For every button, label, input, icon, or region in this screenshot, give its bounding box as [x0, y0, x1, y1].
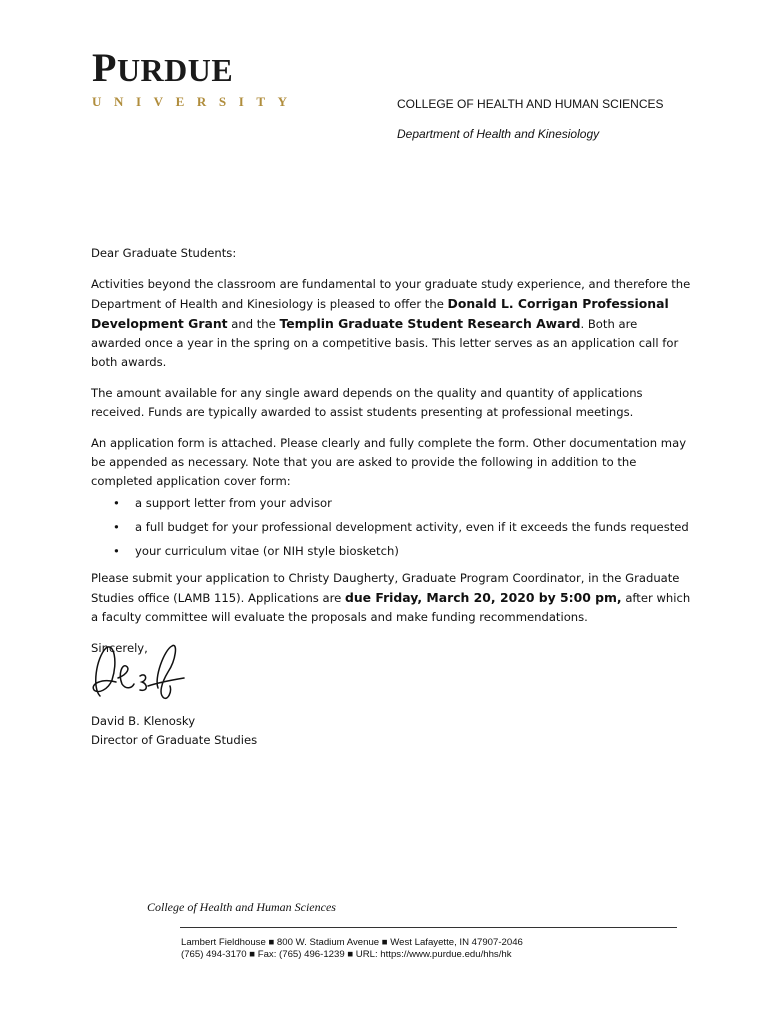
intro-text-c: . Both are awarded once a year in the spring on a competitive basis. This letter serves as an application call for both awards.	[91, 317, 679, 369]
closing: Sincerely,	[91, 641, 148, 655]
award-templin: Templin Graduate Student Research Award	[279, 316, 581, 331]
paragraph-application: An application form is attached. Please clearly and fully complete the form. Other documentation may be appended as necessary. Note that you are asked to provide the following in addition to the completed application cover form:	[91, 436, 687, 488]
list-item	[91, 542, 691, 566]
list-item	[91, 494, 691, 518]
footer-college: College of Health and Human Sciences	[147, 900, 336, 914]
submission-text-b: after which a faculty committee will evaluate the proposals and make funding recommendations.	[91, 591, 691, 624]
purdue-logo	[92, 45, 300, 110]
signer-title: Director of Graduate Studies	[91, 733, 258, 747]
bullet-icon: •	[113, 520, 120, 534]
submission-text-a: Please submit your application to Christy Daugherty, Graduate Program Coordinator, in the Graduate Studies office (LAMB 115). Applications are	[91, 571, 680, 605]
signer-name: David B. Klenosky	[91, 714, 196, 728]
college-name: COLLEGE OF HEALTH AND HUMAN SCIENCES	[397, 97, 664, 111]
footer-address: Lambert Fieldhouse ■ 800 W. Stadium Avenue ■ West Lafayette, IN 47907-2046	[181, 937, 523, 948]
requirement-text: a support letter from your advisor	[135, 496, 332, 510]
department-name: Department of Health and Kinesiology	[397, 127, 600, 141]
due-date: due Friday, March 20, 2020 by 5:00 pm,	[344, 590, 622, 605]
award-corrigan: Donald L. Corrigan Professional Development Grant	[91, 296, 669, 331]
paragraph-amount: The amount available for any single award depends on the quality and quantity of applications received. Funds are typically awarded to assist students presenting at professional meetings.	[91, 386, 643, 419]
bullet-icon: •	[113, 496, 120, 510]
intro-text-b: and the	[227, 317, 280, 331]
signature-image	[88, 638, 198, 706]
paragraph-intro	[91, 275, 691, 372]
salutation: Dear Graduate Students:	[91, 246, 237, 260]
logo-wordmark	[92, 45, 292, 90]
logo-university: UNIVERSITY	[92, 94, 300, 109]
footer-phone: (765) 494-3170 ■ Fax: (765) 496-1239 ■ URL: https://www.purdue.edu/hhs/hk	[181, 949, 512, 960]
intro-text-a: Activities beyond the classroom are fundamental to your graduate study experience, and therefore the Department of Health and Kinesiology is pleased to offer the	[91, 277, 691, 311]
requirement-text: your curriculum vitae (or NIH style biosketch)	[135, 544, 399, 558]
bullet-icon: •	[113, 544, 120, 558]
letter-body	[91, 244, 691, 670]
signer-block	[91, 712, 257, 750]
list-item	[91, 518, 691, 542]
requirement-text: a full budget for your professional development activity, even if it exceeds the funds requested	[135, 520, 689, 534]
logo-initial: P	[92, 45, 117, 90]
footer-divider	[180, 927, 677, 928]
logo-rest: URDUE	[116, 52, 234, 88]
footer-contact	[181, 937, 523, 961]
paragraph-submission	[91, 569, 691, 627]
requirements-list	[91, 494, 691, 566]
